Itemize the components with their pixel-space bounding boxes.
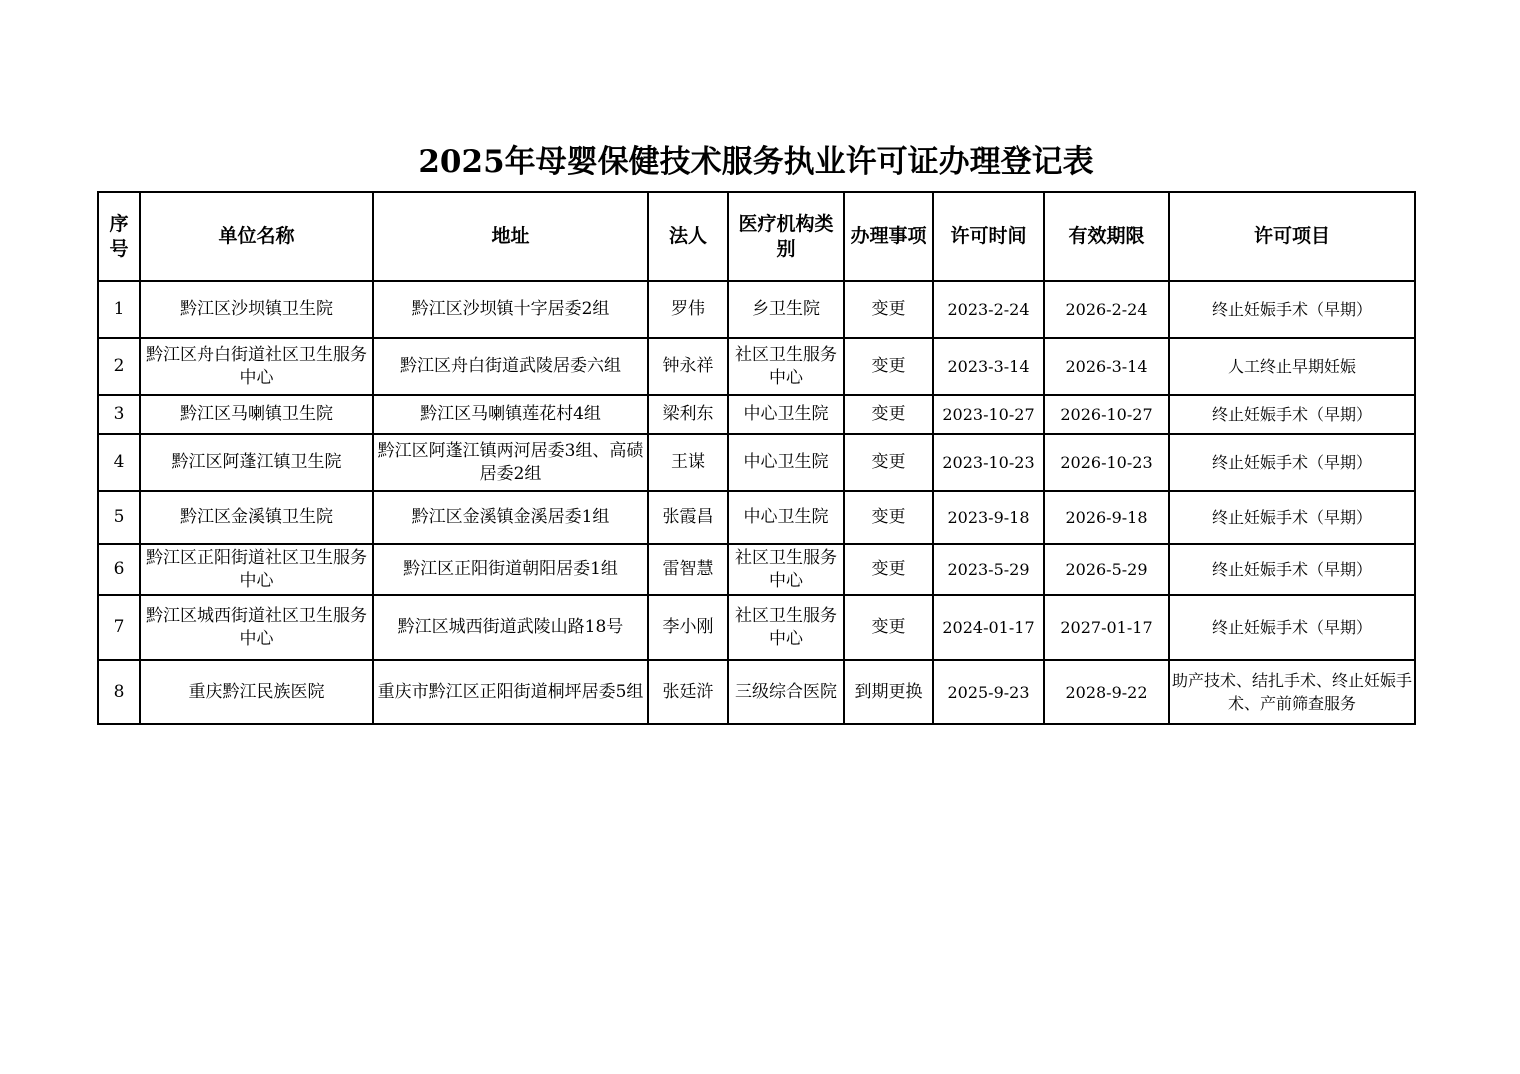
cell-permit-items: 人工终止早期妊娠: [1169, 338, 1415, 395]
cell-address: 黔江区舟白街道武陵居委六组: [373, 338, 648, 395]
cell-unit-name: 黔江区正阳街道社区卫生服务中心: [140, 544, 373, 595]
cell-matter: 变更: [844, 338, 933, 395]
cell-permit-items: 终止妊娠手术（早期）: [1169, 491, 1415, 544]
cell-unit-name: 黔江区金溪镇卫生院: [140, 491, 373, 544]
cell-permit-date: 2023-10-23: [933, 434, 1044, 491]
cell-permit-date: 2023-10-27: [933, 395, 1044, 434]
cell-unit-name: 黔江区马喇镇卫生院: [140, 395, 373, 434]
cell-institution-type: 中心卫生院: [728, 434, 844, 491]
cell-matter: 变更: [844, 491, 933, 544]
cell-permit-date: 2023-2-24: [933, 281, 1044, 338]
table-row: [98, 544, 1415, 595]
header-valid-until: 有效期限: [1044, 192, 1169, 281]
cell-legal-person: 张廷浒: [648, 660, 728, 724]
cell-valid-until: 2027-01-17: [1044, 595, 1169, 660]
cell-seq: 5: [98, 491, 140, 544]
cell-matter: 变更: [844, 395, 933, 434]
cell-legal-person: 李小刚: [648, 595, 728, 660]
cell-unit-name: 黔江区沙坝镇卫生院: [140, 281, 373, 338]
cell-permit-items: 终止妊娠手术（早期）: [1169, 395, 1415, 434]
cell-address: 黔江区马喇镇莲花村4组: [373, 395, 648, 434]
cell-seq: 3: [98, 395, 140, 434]
cell-valid-until: 2026-10-27: [1044, 395, 1169, 434]
cell-permit-items: 终止妊娠手术（早期）: [1169, 595, 1415, 660]
cell-seq: 6: [98, 544, 140, 595]
table-row: [98, 491, 1415, 544]
cell-permit-items: 助产技术、结扎手术、终止妊娠手术、产前筛查服务: [1169, 660, 1415, 724]
cell-matter: 变更: [844, 544, 933, 595]
cell-seq: 2: [98, 338, 140, 395]
header-permit-date: 许可时间: [933, 192, 1044, 281]
cell-matter: 变更: [844, 281, 933, 338]
cell-unit-name: 黔江区舟白街道社区卫生服务中心: [140, 338, 373, 395]
cell-valid-until: 2026-10-23: [1044, 434, 1169, 491]
table-row: [98, 660, 1415, 724]
cell-legal-person: 钟永祥: [648, 338, 728, 395]
table-row: [98, 338, 1415, 395]
cell-legal-person: 罗伟: [648, 281, 728, 338]
table-row: [98, 395, 1415, 434]
cell-institution-type: 乡卫生院: [728, 281, 844, 338]
cell-address: 重庆市黔江区正阳街道桐坪居委5组: [373, 660, 648, 724]
cell-matter: 到期更换: [844, 660, 933, 724]
cell-address: 黔江区城西街道武陵山路18号: [373, 595, 648, 660]
cell-permit-date: 2023-9-18: [933, 491, 1044, 544]
cell-permit-date: 2025-9-23: [933, 660, 1044, 724]
header-matter: 办理事项: [844, 192, 933, 281]
cell-legal-person: 雷智慧: [648, 544, 728, 595]
cell-valid-until: 2026-2-24: [1044, 281, 1169, 338]
table-row: [98, 281, 1415, 338]
cell-permit-items: 终止妊娠手术（早期）: [1169, 281, 1415, 338]
cell-seq: 4: [98, 434, 140, 491]
cell-legal-person: 王谋: [648, 434, 728, 491]
cell-address: 黔江区金溪镇金溪居委1组: [373, 491, 648, 544]
cell-seq: 7: [98, 595, 140, 660]
cell-valid-until: 2028-9-22: [1044, 660, 1169, 724]
cell-seq: 8: [98, 660, 140, 724]
cell-institution-type: 社区卫生服务中心: [728, 544, 844, 595]
cell-matter: 变更: [844, 434, 933, 491]
cell-address: 黔江区阿蓬江镇两河居委3组、高碛居委2组: [373, 434, 648, 491]
cell-unit-name: 黔江区阿蓬江镇卫生院: [140, 434, 373, 491]
cell-institution-type: 中心卫生院: [728, 491, 844, 544]
header-unit-name: 单位名称: [140, 192, 373, 281]
table-row: [98, 434, 1415, 491]
table-header-row: [98, 192, 1415, 281]
cell-permit-date: 2023-5-29: [933, 544, 1044, 595]
cell-institution-type: 三级综合医院: [728, 660, 844, 724]
cell-unit-name: 重庆黔江民族医院: [140, 660, 373, 724]
page-title: 2025年母婴保健技术服务执业许可证办理登记表: [418, 144, 1094, 180]
cell-permit-items: 终止妊娠手术（早期）: [1169, 434, 1415, 491]
cell-valid-until: 2026-5-29: [1044, 544, 1169, 595]
cell-legal-person: 梁利东: [648, 395, 728, 434]
cell-address: 黔江区沙坝镇十字居委2组: [373, 281, 648, 338]
cell-permit-date: 2024-01-17: [933, 595, 1044, 660]
cell-institution-type: 中心卫生院: [728, 395, 844, 434]
cell-valid-until: 2026-3-14: [1044, 338, 1169, 395]
header-legal-person: 法人: [648, 192, 728, 281]
cell-matter: 变更: [844, 595, 933, 660]
header-institution-type: 医疗机构类别: [728, 192, 844, 281]
cell-valid-until: 2026-9-18: [1044, 491, 1169, 544]
header-permit-items: 许可项目: [1169, 192, 1415, 281]
registration-table: [97, 191, 1416, 725]
cell-unit-name: 黔江区城西街道社区卫生服务中心: [140, 595, 373, 660]
cell-address: 黔江区正阳街道朝阳居委1组: [373, 544, 648, 595]
cell-institution-type: 社区卫生服务中心: [728, 595, 844, 660]
cell-permit-date: 2023-3-14: [933, 338, 1044, 395]
cell-legal-person: 张霞昌: [648, 491, 728, 544]
header-address: 地址: [373, 192, 648, 281]
cell-permit-items: 终止妊娠手术（早期）: [1169, 544, 1415, 595]
table-row: [98, 595, 1415, 660]
cell-seq: 1: [98, 281, 140, 338]
cell-institution-type: 社区卫生服务中心: [728, 338, 844, 395]
header-seq: 序号: [98, 192, 140, 281]
